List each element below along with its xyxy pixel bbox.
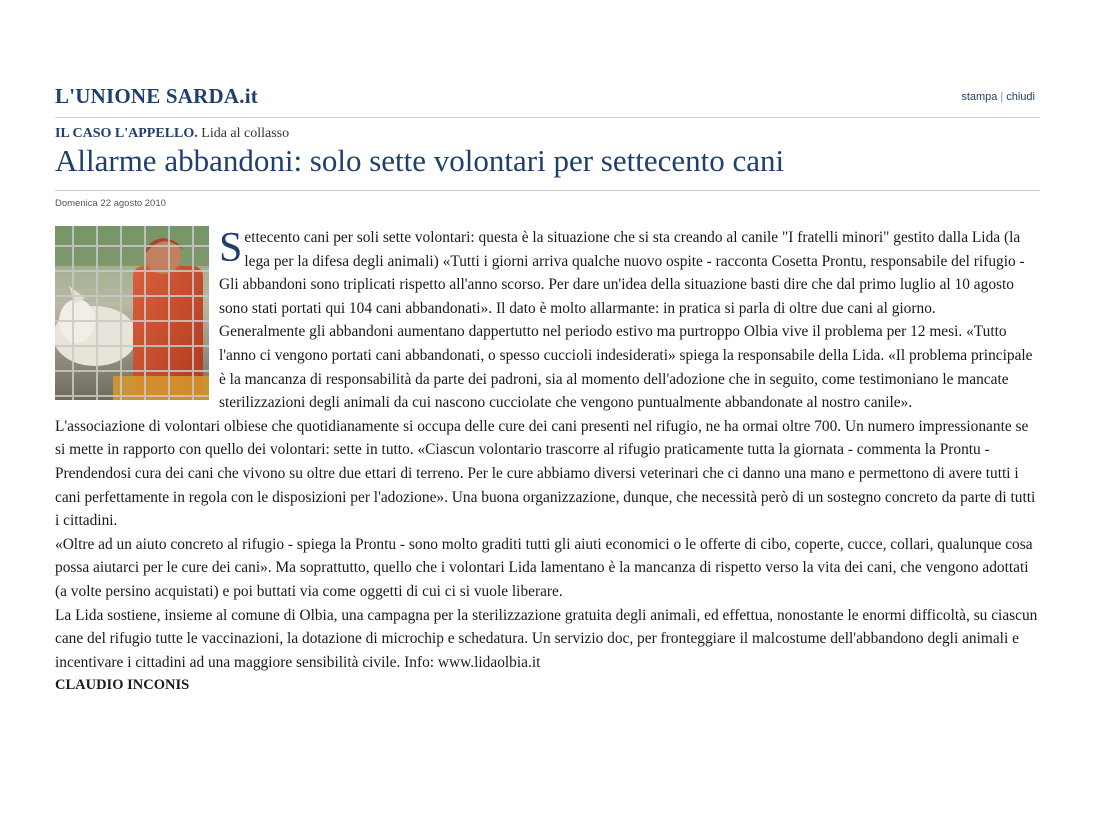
article-date: Domenica 22 agosto 2010 [55,198,166,209]
toolbar-separator: | [1000,91,1004,103]
header-divider [55,117,1040,118]
kicker-subtitle: Lida al collasso [201,126,290,141]
article-body [55,226,1040,698]
headline-divider [55,190,1040,191]
paragraph-3: L'associazione di volontari olbiese che quotidianamente si occupa delle cure dei cani presenti nel rifugio, ne ha ormai oltre 700. Un numero impressionante se si mette in rapporto con quello dei volontari: sette in tutto. «Ciascun volontario trascorre al rifugio praticamente tutta la giornata - commenta la Prontu - Prendendosi cura dei cani che vivono su oltre due ettari di terreno. Per le cure abbiamo diversi veterinari che ci danno una mano e permettono di avere tutti i cani perfettamente in regola con le disposizioni per l'adozione». Una buona organizzazione, dunque, che necessità però di un sostegno concreto da parte di tutti i cittadini. [55,417,1036,530]
paragraph-5: La Lida sostiene, insieme al comune di Olbia, una campagna per la sterilizzazione gratuita degli animali, ed effettua, nonostante le enormi difficoltà, su ciascun cane del rifugio tutte le vaccinazioni, la dotazione di microchip e schedatura. Un servizio doc, per fronteggiare il malcostume dell'abbandono degli animali e incentivare i cittadini ad una maggiore sensibilità civile. Info: www.lidaolbia.it [55,606,1038,671]
print-link[interactable]: stampa [961,91,998,103]
article-kicker [55,126,289,142]
kicker-lead: IL CASO L'APPELLO. [55,126,198,141]
drop-cap: S [219,225,243,271]
paragraph-2: Generalmente gli abbandoni aumentano dappertutto nel periodo estivo ma purtroppo Olbia vive il problema per 12 mesi. «Tutto l'anno ci vengono portati cani abbandonati, o spesso cuccioli indesiderati» spiega la responsabile della Lida. «Il problema principale è la mancanza di responsabilità da parte dei padroni, sia al momento dell'adozione che in seguito, come testimoniano le mancate sterilizzazioni degli animali da cui nascono cucciolate che vengono puntualmente abbandonate al nostro canile». [219,323,1033,412]
article-toolbar [961,91,1035,103]
article-headline: Allarme abbandoni: solo sette volontari per settecento cani [55,143,785,178]
paragraph-4: «Oltre ad un aiuto concreto al rifugio - spiega la Prontu - sono molto graditi tutti gli aiuti economici o le offerte di cibo, coperte, cucce, collari, qualunque cosa possa aiutarci per le cure dei cani». Ma soprattutto, quello che i volontari Lida lamentano è la mancanza di rispetto verso la vita dei cani, che vengono adottati (a volte persino acquistati) e poi buttati via come oggetti di cui ci si vuole liberare. [55,535,1033,600]
article-photo [55,226,209,400]
photo-dog-and-volunteer-image [55,226,209,400]
close-link[interactable]: chiudi [1006,91,1035,103]
article-author: CLAUDIO INCONIS [55,677,190,694]
site-logo[interactable]: L'UNIONE SARDA.it [55,84,258,108]
paragraph-1-text: ettecento cani per soli sette volontari: questa è la situazione che si sta creando al canile "I fratelli minori" gestito dalla Lida (la lega per la difesa degli animali) «Tutti i giorni arriva qualche nuovo ospite - racconta Cosetta Prontu, responsabile del rifugio - Gli abbandoni sono triplicati rispetto all'anno scorso. Per dare un'idea della situazione basti dire che dal primo luglio al 10 agosto sono stati portati qui 104 cani abbandonati». Il dato è molto allarmante: in pratica si parla di oltre due cani al giorno. [219,229,1025,317]
masthead [55,84,1040,114]
